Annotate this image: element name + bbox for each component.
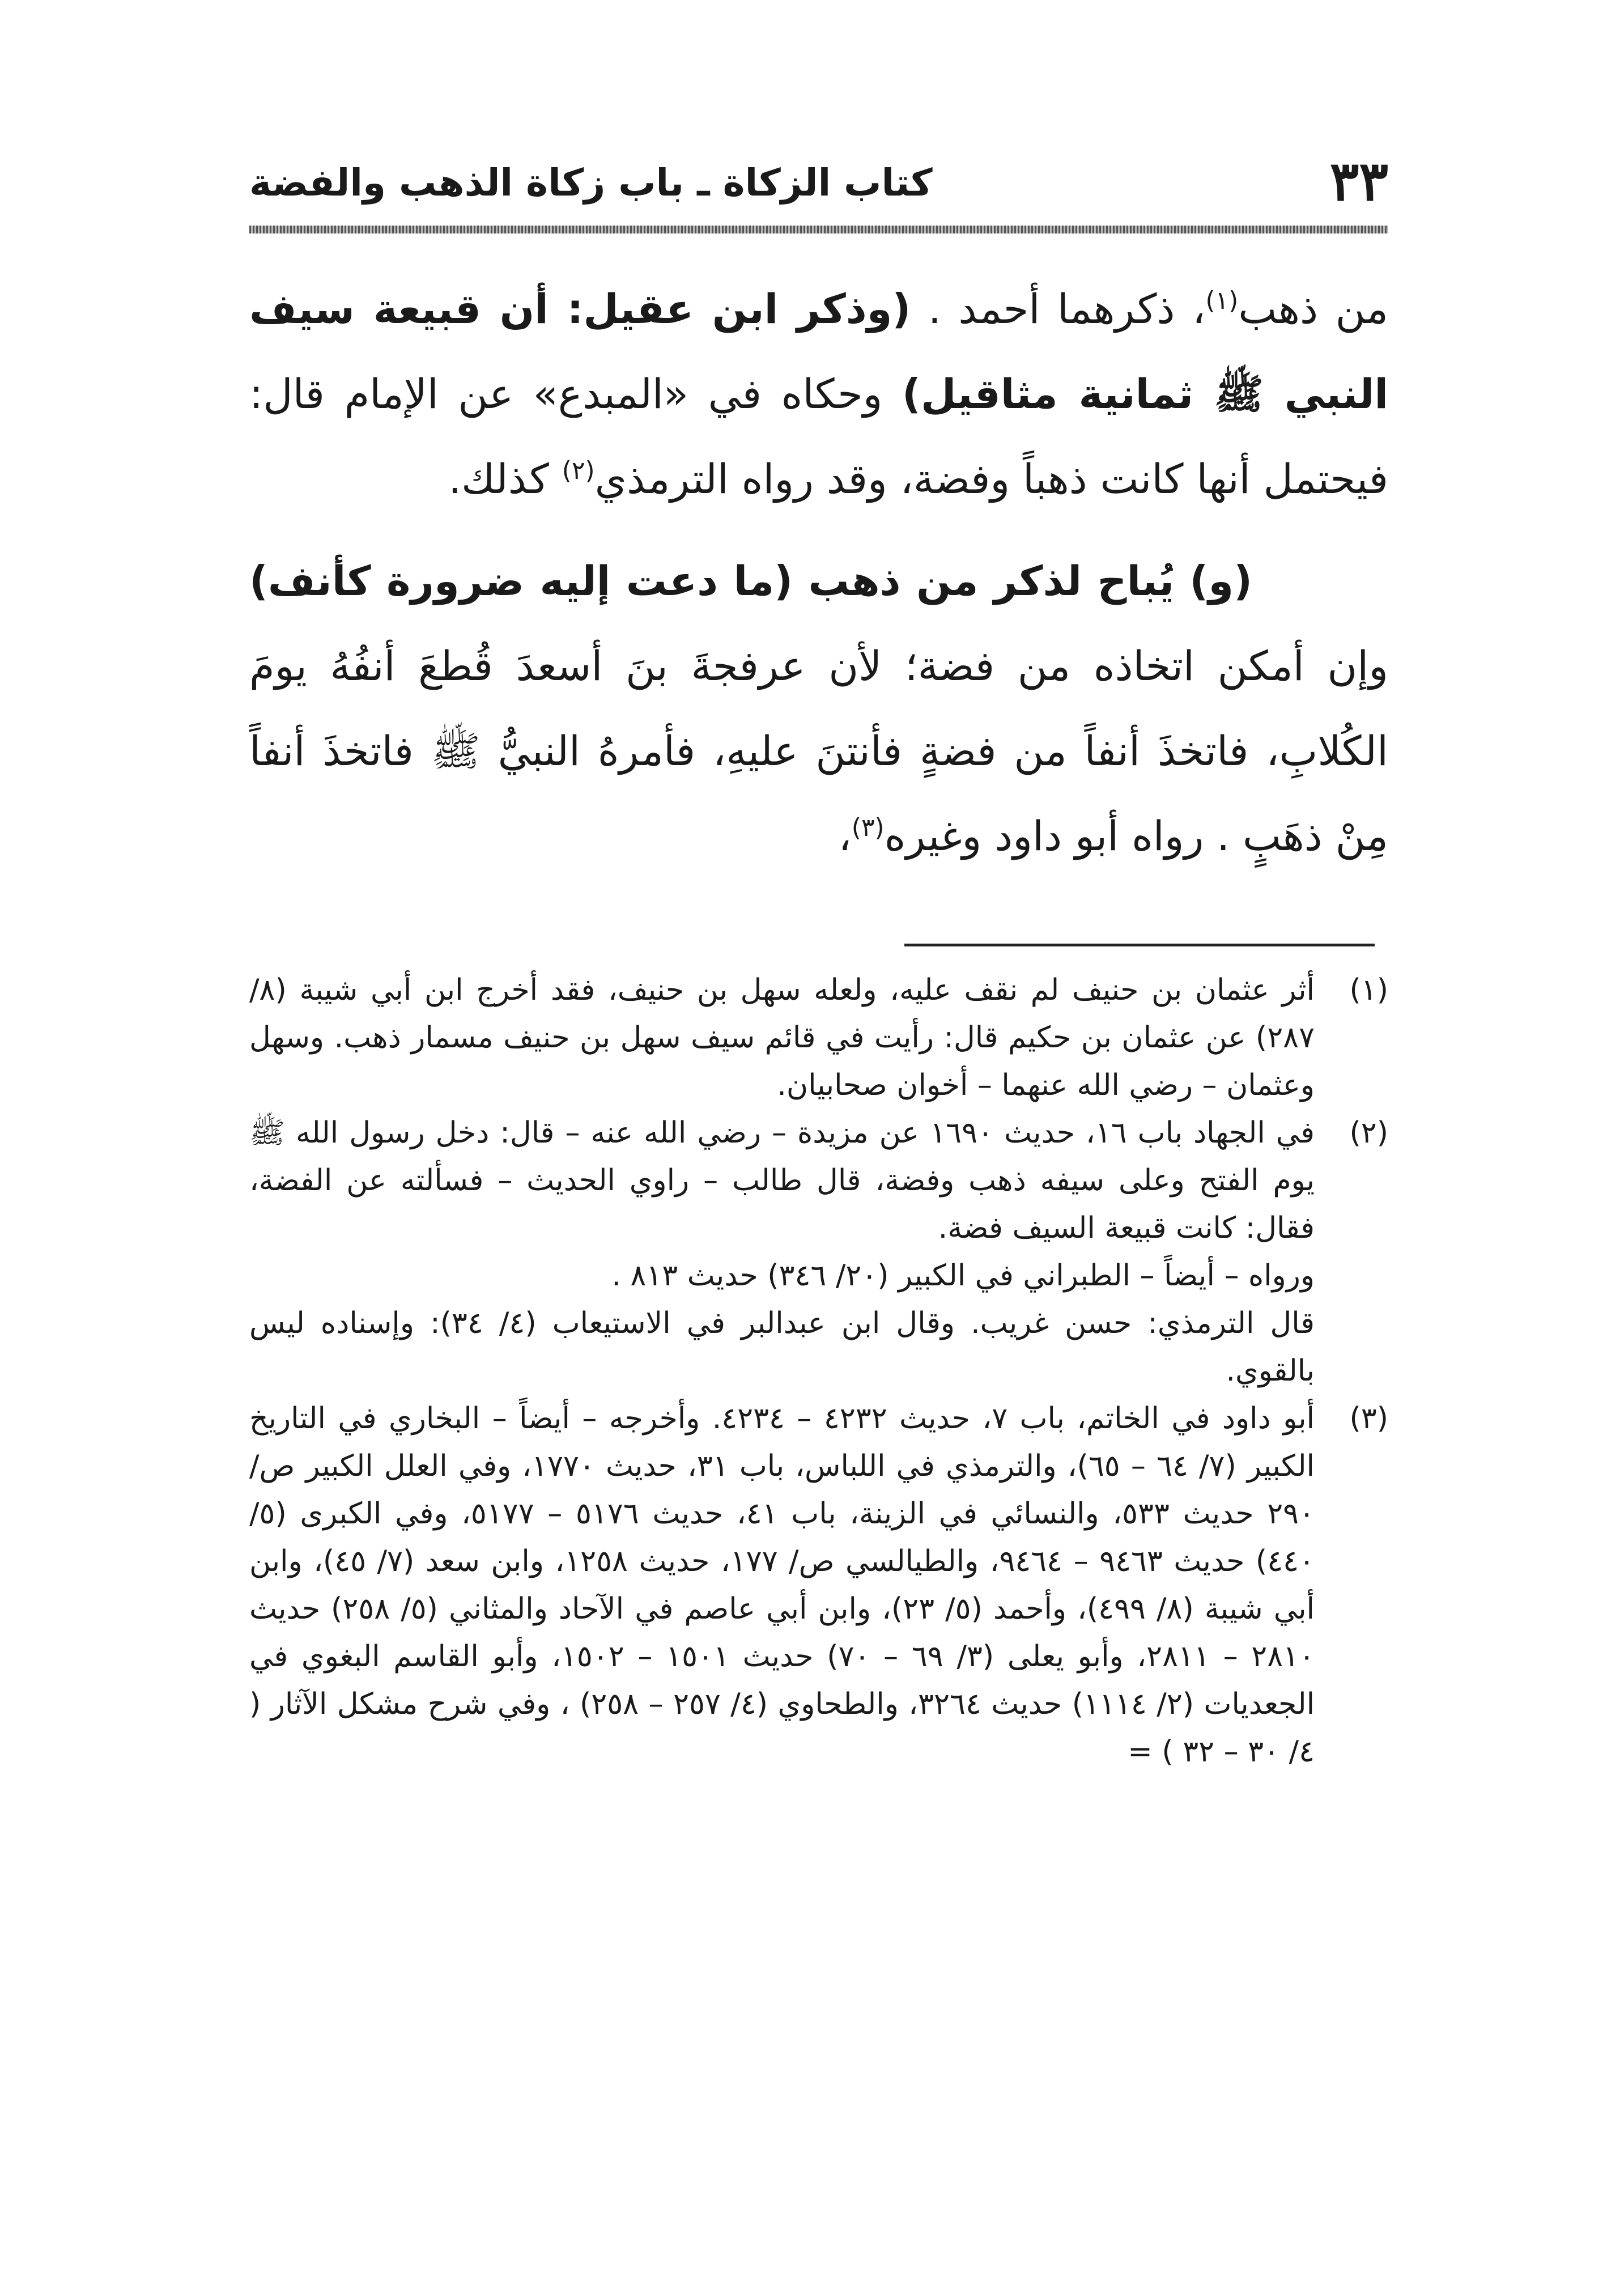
- footnote-number: (٣): [1349, 1402, 1388, 1436]
- footnotes: [249, 966, 1388, 1776]
- footnote-separator: [904, 944, 1375, 946]
- text-run: وإن أمكن اتخاذه من فضة؛ لأن عرفجةَ بنَ أسعدَ قُطعَ أنفُهُ يومَ الكُلابِ، فاتخذَ أنفاً من فضةٍ فأنتنَ عليهِ، فأمرهُ النبيُّ ﷺ فاتخذَ أنفاً مِنْ ذهَبٍ . رواه أبو داود وغيره: [249, 642, 1388, 860]
- text-run: كذلك.: [448, 455, 562, 503]
- footnote-ref-2: (٢): [562, 456, 595, 485]
- main-text: [249, 266, 1388, 878]
- footnote-2: [249, 1109, 1388, 1395]
- footnote-text: في الجهاد باب ١٦، حديث ١٦٩٠ عن مزيدة – رضي الله عنه – قال: دخل رسول الله ﷺ يوم الفتح وعلى سيفه ذهب وفضة، قال طالب – راوي الحديث – فسألته عن الفضة، فقال: كانت قبيعة السيف فضة.: [249, 1116, 1315, 1245]
- footnote-number: (١): [1349, 973, 1388, 1007]
- footnote-1: [249, 966, 1388, 1109]
- footnote-ref-1: (١): [1205, 286, 1239, 315]
- footnote-3: [249, 1395, 1388, 1776]
- page-number: ٣٣: [1329, 149, 1388, 213]
- bold-text-run: (وذكر ابن عقيل: أن قبيعة سيف النبي ﷺ ثمانية مثاقيل): [249, 285, 1388, 418]
- text-run: ،: [838, 812, 852, 860]
- text-run: من ذهب: [1238, 285, 1388, 333]
- footnote-text: أثر عثمان بن حنيف لم نقف عليه، ولعله سهل بن حنيف، فقد أخرج ابن أبي شيبة (٨/ ٢٨٧) عن عثمان بن حكيم قال: رأيت في قائم سيف سهل بن حنيف مسمار ذهب. وسهل وعثمان – رضي الله عنهما – أخوان صحابيان.: [249, 973, 1315, 1102]
- footnote-text: أبو داود في الخاتم، باب ٧، حديث ٤٢٣٢ – ٤٢٣٤. وأخرجه – أيضاً – البخاري في التاريخ الكبير (٧/ ٦٤ – ٦٥)، والترمذي في اللباس، باب ٣١، حديث ١٧٧٠، وفي العلل الكبير ص/ ٢٩٠ حديث ٥٣٣، والنسائي في الزينة، باب ٤١، حديث ٥١٧٦ – ٥١٧٧، وفي الكبرى (٥/ ٤٤٠) حديث ٩٤٦٣ – ٩٤٦٤، والطيالسي ص/ ١٧٧، حديث ١٢٥٨، وابن سعد (٧/ ٤٥)، وابن أبي شيبة (٨/ ٤٩٩)، وأحمد (٥/ ٢٣)، وابن أبي عاصم في الآحاد والمثاني (٥/ ٢٥٨) حديث ٢٨١٠ – ٢٨١١، وأبو يعلى (٣/ ٦٩ – ٧٠) حديث ١٥٠١ – ١٥٠٢، وأبو القاسم البغوي في الجعديات (٢/ ١١١٤) حديث ٣٢٦٤، والطحاوي (٤/ ٢٥٧ – ٢٥٨) ، وفي شرح مشكل الآثار ( ٤/ ٣٠ – ٣٢ ) =: [249, 1402, 1315, 1769]
- page-header: [249, 150, 1388, 218]
- paragraph-1: [249, 266, 1388, 521]
- running-title: كتاب الزكاة ـ باب زكاة الذهب والفضة: [249, 161, 933, 205]
- text-run: وحكاه في «المبدع» عن الإمام قال: فيحتمل أنها كانت ذهباً وفضة، وقد رواه الترمذي: [249, 370, 1388, 503]
- footnote-text: ورواه – أيضاً – الطبراني في الكبير (٢٠/ ٣٤٦) حديث ٨١٣ .: [611, 1259, 1315, 1293]
- footnote-text: قال الترمذي: حسن غريب. وقال ابن عبدالبر في الاستيعاب (٤/ ٣٤): وإسناده ليس بالقوي.: [249, 1306, 1315, 1388]
- header-rule: [249, 226, 1388, 233]
- footnote-ref-3: (٣): [851, 813, 885, 842]
- bold-text-run: (و) يُباح لذكر من ذهب (ما دعت إليه ضرورة كأنف): [249, 557, 1252, 605]
- paragraph-2: [249, 538, 1388, 878]
- footnote-number: (٢): [1349, 1116, 1388, 1150]
- text-run: ، ذكرهما أحمد .: [911, 285, 1206, 333]
